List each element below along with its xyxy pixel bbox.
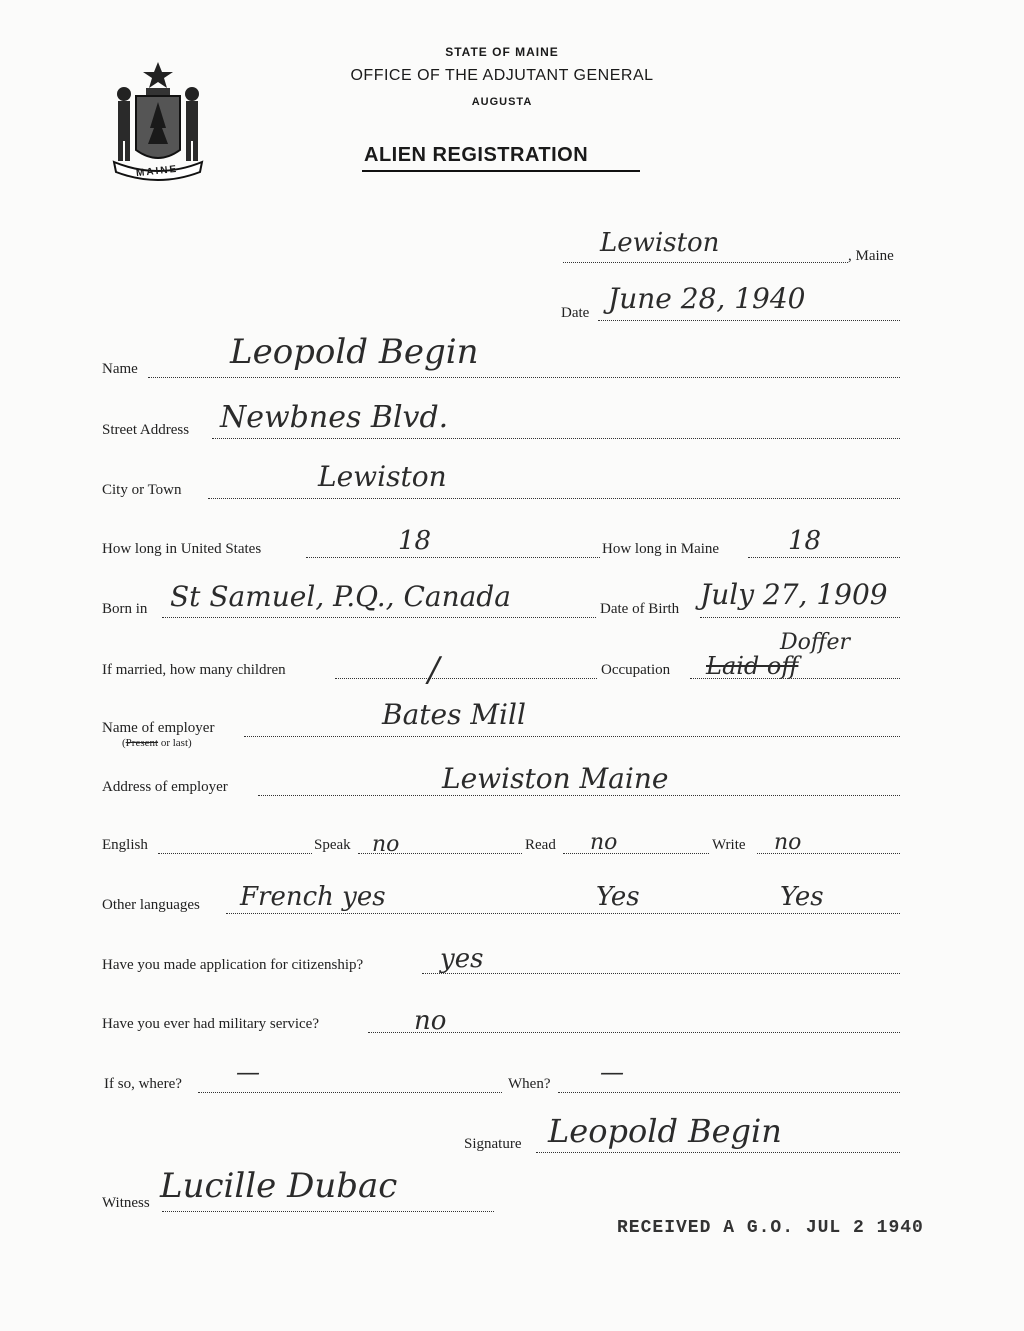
- name-value: Leopold Begin: [230, 332, 479, 372]
- english-label: English: [102, 837, 148, 853]
- employer-sublabel-rest: or last): [158, 737, 192, 749]
- witness-line: [162, 1211, 494, 1212]
- born-in-line: [162, 617, 596, 618]
- city-label: City or Town: [102, 482, 182, 498]
- other-languages-label: Other languages: [102, 897, 200, 913]
- born-in-value: St Samuel, P.Q., Canada: [170, 580, 511, 613]
- employer-sublabel-struck: Present: [125, 737, 159, 749]
- military-value: no: [414, 1006, 447, 1036]
- occupation-label: Occupation: [601, 662, 671, 678]
- signature-value: Leopold Begin: [548, 1112, 782, 1150]
- other-languages-value: French yes: [240, 882, 386, 912]
- write-label: Write: [712, 837, 746, 853]
- city-value: Lewiston: [318, 460, 447, 493]
- write-value: no: [774, 830, 802, 855]
- street-value: Newbnes Blvd.: [220, 400, 449, 435]
- when-value: —: [600, 1058, 624, 1086]
- military-line: [368, 1032, 900, 1033]
- dob-label: Date of Birth: [600, 601, 680, 617]
- dob-line: [700, 617, 900, 618]
- speak-label: Speak: [314, 837, 351, 853]
- maine-years-line: [748, 557, 900, 558]
- date-value: June 28, 1940: [608, 282, 806, 315]
- signature-line: [536, 1152, 900, 1153]
- name-line: [148, 377, 900, 378]
- us-years-label: How long in United States: [102, 541, 262, 557]
- speak-value: no: [372, 832, 400, 857]
- when-label: When?: [508, 1076, 551, 1092]
- maine-years-label: How long in Maine: [602, 541, 720, 557]
- english-line: [158, 853, 312, 854]
- read-value: no: [590, 830, 618, 855]
- place-suffix: , Maine: [848, 248, 894, 264]
- header-city: AUGUSTA: [471, 96, 533, 108]
- maine-years-value: 18: [788, 526, 822, 556]
- dob-value: July 27, 1909: [700, 578, 888, 611]
- us-years-value: 18: [398, 526, 432, 556]
- employer-value: Bates Mill: [382, 698, 526, 731]
- employer-line: [244, 736, 900, 737]
- children-value: /: [428, 650, 440, 690]
- seal-banner-text: MAINE: [135, 163, 179, 180]
- military-label: Have you ever had military service?: [102, 1016, 319, 1032]
- us-years-line: [306, 557, 600, 558]
- children-label: If married, how many children: [102, 662, 286, 678]
- where-line: [198, 1092, 502, 1093]
- other-languages-write-value: Yes: [780, 882, 824, 912]
- employer-sublabel: [122, 737, 192, 749]
- citizenship-value: yes: [440, 944, 484, 974]
- employer-label: Name of employer: [102, 720, 215, 736]
- read-label: Read: [525, 837, 556, 853]
- other-languages-line: [226, 913, 900, 914]
- born-in-label: Born in: [102, 601, 148, 617]
- employer-address-label: Address of employer: [102, 779, 228, 795]
- date-label: Date: [561, 305, 590, 321]
- where-value: —: [236, 1058, 260, 1086]
- where-label: If so, where?: [104, 1076, 182, 1092]
- street-line: [212, 438, 900, 439]
- form-title-underline: [362, 170, 640, 172]
- signature-label: Signature: [464, 1136, 522, 1152]
- header-office: OFFICE OF THE ADJUTANT GENERAL: [350, 67, 654, 84]
- form-title: ALIEN REGISTRATION: [364, 144, 589, 166]
- employer-address-line: [258, 795, 900, 796]
- place-line: [563, 262, 848, 263]
- place-value: Lewiston: [600, 228, 720, 258]
- city-line: [208, 498, 900, 499]
- citizenship-line: [422, 973, 900, 974]
- header-state: STATE OF MAINE: [445, 45, 559, 59]
- occupation-value: Laid off: [706, 652, 799, 680]
- when-line: [558, 1092, 900, 1093]
- received-stamp: RECEIVED A G.O. JUL 2 1940: [617, 1218, 924, 1238]
- read-line: [563, 853, 709, 854]
- citizenship-label: Have you made application for citizenship?: [102, 957, 364, 973]
- witness-label: Witness: [102, 1195, 150, 1211]
- employer-sublabel-open: (: [122, 737, 126, 749]
- other-languages-read-value: Yes: [596, 882, 640, 912]
- date-line: [598, 320, 900, 321]
- children-line: [335, 678, 597, 679]
- employer-address-value: Lewiston Maine: [442, 762, 669, 795]
- street-label: Street Address: [102, 422, 190, 438]
- occupation-value-above: Doffer: [780, 630, 851, 655]
- name-label: Name: [102, 361, 138, 377]
- witness-value: Lucille Dubac: [160, 1166, 398, 1206]
